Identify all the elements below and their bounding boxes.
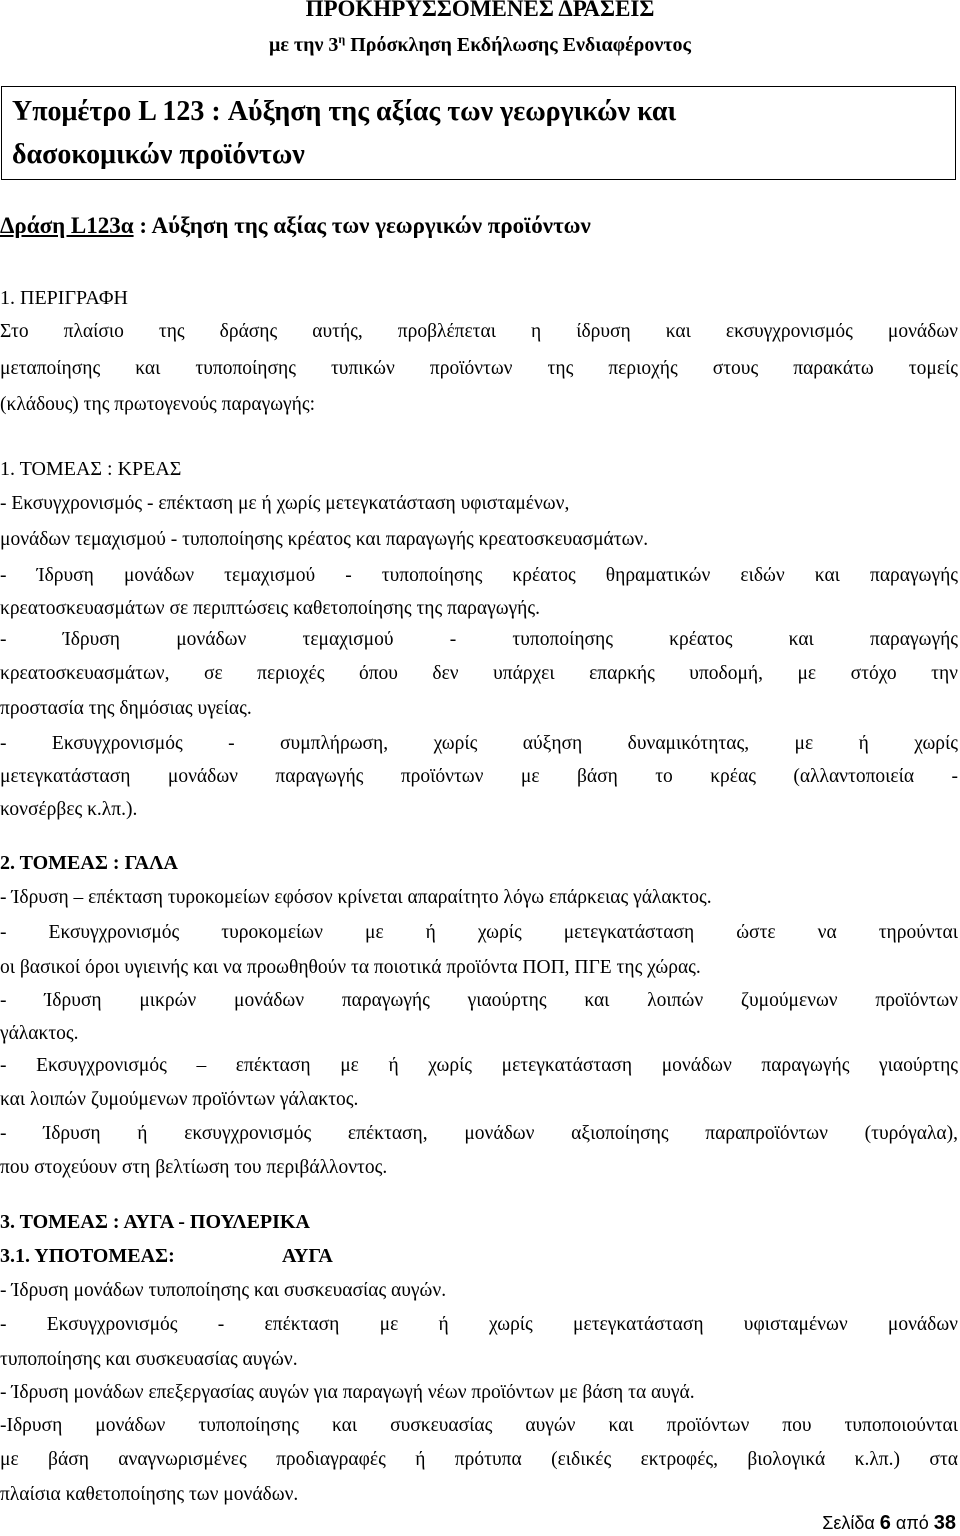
subtitle-suffix: Πρόσκληση Εκδήλωσης Ενδιαφέροντος	[345, 34, 691, 56]
sector-1-line: - Ίδρυση μονάδων τεμαχισμού - τυποποίησης κρέατος και παραγωγής	[0, 629, 958, 650]
description-line: μεταποίησης και τυποποίησης τυπικών προϊόντων της περιοχής στους παρακάτω τομείς	[0, 358, 958, 379]
measure-title-box	[1, 86, 956, 180]
sector-2-line: - Εκσυγχρονισμός – επέκταση με ή χωρίς μετεγκατάσταση μονάδων παραγωγής γιαούρτης	[0, 1055, 958, 1076]
sector-1-line: - Εκσυγχρονισμός - επέκταση με ή χωρίς μετεγκατάσταση υφισταμένων,	[0, 493, 570, 514]
subsector-number: 3.1. ΥΠΟΤΟΜΕΑΣ:	[0, 1245, 175, 1267]
sector-3-line: -Ιδρυση μονάδων τυποποίησης και συσκευασίας αυγών και προϊόντων που τυποποιούνται	[0, 1415, 958, 1436]
sector-2-line: οι βασικοί όροι υγιεινής και να προωθηθούν τα ποιοτικά προϊόντα ΠΟΠ, ΠΓΕ της χώρας.	[0, 957, 701, 978]
sector-3-line: πλαίσια καθετοποίησης των μονάδων.	[0, 1484, 299, 1505]
sector-1-line: προστασία της δημόσιας υγείας.	[0, 698, 252, 719]
description-heading: 1. ΠΕΡΙΓΡΑΦΗ	[0, 287, 128, 309]
measure-title-line-1: Υπομέτρο L 123 : Αύξηση της αξίας των γεωργικών και	[12, 96, 677, 127]
action-title: : Αύξηση της αξίας των γεωργικών προϊόντων	[133, 213, 591, 238]
sector-1-line: μετεγκατάσταση μονάδων παραγωγής προϊόντων με βάση το κρέας (αλλαντοποιεία -	[0, 766, 958, 787]
document-title: ΠΡΟΚΗΡΥΣΣΟΜΕΝΕΣ ΔΡΑΣΕΙΣ	[305, 0, 655, 21]
sector-3-line: - Ίδρυση μονάδων τυποποίησης και συσκευασίας αυγών.	[0, 1280, 447, 1301]
page-number-footer	[822, 1512, 956, 1534]
sector-1-heading: 1. ΤΟΜΕΑΣ : ΚΡΕΑΣ	[0, 458, 182, 480]
description-line: (κλάδους) της πρωτογενούς παραγωγής:	[0, 394, 316, 415]
description-line: Στο πλαίσιο της δράσης αυτής, προβλέπεται η ίδρυση και εκσυγχρονισμός μονάδων	[0, 321, 958, 342]
sector-2-line: - Ίδρυση μικρών μονάδων παραγωγής γιαούρτης και λοιπών ζυμούμενων προϊόντων	[0, 990, 958, 1011]
sector-1-line: κρεατοσκευασμάτων σε περιπτώσεις καθετοποίησης της παραγωγής.	[0, 598, 540, 619]
sector-3-line: - Ίδρυση μονάδων επεξεργασίας αυγών για παραγωγή νέων προϊόντων με βάση τα αυγά.	[0, 1382, 695, 1403]
footer-middle: από	[890, 1513, 934, 1533]
sector-1-line: μονάδων τεμαχισμού - τυποποίησης κρέατος και παραγωγής κρεατοσκευασμάτων.	[0, 529, 649, 550]
sector-3-line: τυποποίησης και συσκευασίας αυγών.	[0, 1349, 298, 1370]
sector-3-subheading	[0, 1243, 958, 1269]
sector-3-line: με βάση αναγνωρισμένες προδιαγραφές ή πρότυπα (ειδικές εκτροφές, βιολογικά κ.λπ.) στα	[0, 1449, 958, 1470]
sector-1-line: κρεατοσκευασμάτων, σε περιοχές όπου δεν υπάρχει επαρκής υποδομή, με στόχο την	[0, 663, 958, 684]
sector-2-line: - Ίδρυση ή εκσυγχρονισμός επέκταση, μονάδων αξιοποίησης παραπροϊόντων (τυρόγαλα),	[0, 1123, 958, 1144]
sector-2-line: - Ίδρυση – επέκταση τυροκομείων εφόσον κρίνεται απαραίτητο λόγω επάρκειας γάλακτος.	[0, 887, 712, 908]
total-page-count: 38	[933, 1512, 956, 1534]
action-heading	[0, 212, 591, 240]
footer-prefix: Σελίδα	[822, 1513, 880, 1533]
sector-2-line: γάλακτος.	[0, 1023, 79, 1044]
sector-1-line: - Εκσυγχρονισμός - συμπλήρωση, χωρίς αύξηση δυναμικότητας, με ή χωρίς	[0, 733, 958, 754]
current-page-number: 6	[879, 1512, 891, 1534]
subtitle-superscript: η	[338, 32, 346, 46]
sector-2-line: - Εκσυγχρονισμός τυροκομείων με ή χωρίς μετεγκατάσταση ώστε να τηρούνται	[0, 922, 958, 943]
subsector-name: ΑΥΓΑ	[282, 1245, 333, 1267]
sector-3-heading: 3. ΤΟΜΕΑΣ : ΑΥΓΑ - ΠΟΥΛΕΡΙΚΑ	[0, 1211, 310, 1233]
action-label: Δράση L123α	[0, 213, 134, 238]
sector-1-line: - Ίδρυση μονάδων τεμαχισμού - τυποποίησης κρέατος θηραματικών ειδών και παραγωγής	[0, 565, 958, 586]
document-subtitle	[0, 33, 960, 57]
sector-2-line: που στοχεύουν στη βελτίωση του περιβάλλοντος.	[0, 1157, 388, 1178]
sector-2-line: και λοιπών ζυμούμενων προϊόντων γάλακτος.	[0, 1089, 359, 1110]
measure-title-line-2: δασοκομικών προϊόντων	[12, 139, 305, 170]
sector-2-heading: 2. ΤΟΜΕΑΣ : ΓΑΛΑ	[0, 852, 178, 874]
subtitle-prefix: με την 3	[269, 34, 339, 56]
sector-3-line: - Εκσυγχρονισμός - επέκταση με ή χωρίς μετεγκατάσταση υφισταμένων μονάδων	[0, 1314, 958, 1335]
sector-1-line: κονσέρβες κ.λπ.).	[0, 799, 138, 820]
